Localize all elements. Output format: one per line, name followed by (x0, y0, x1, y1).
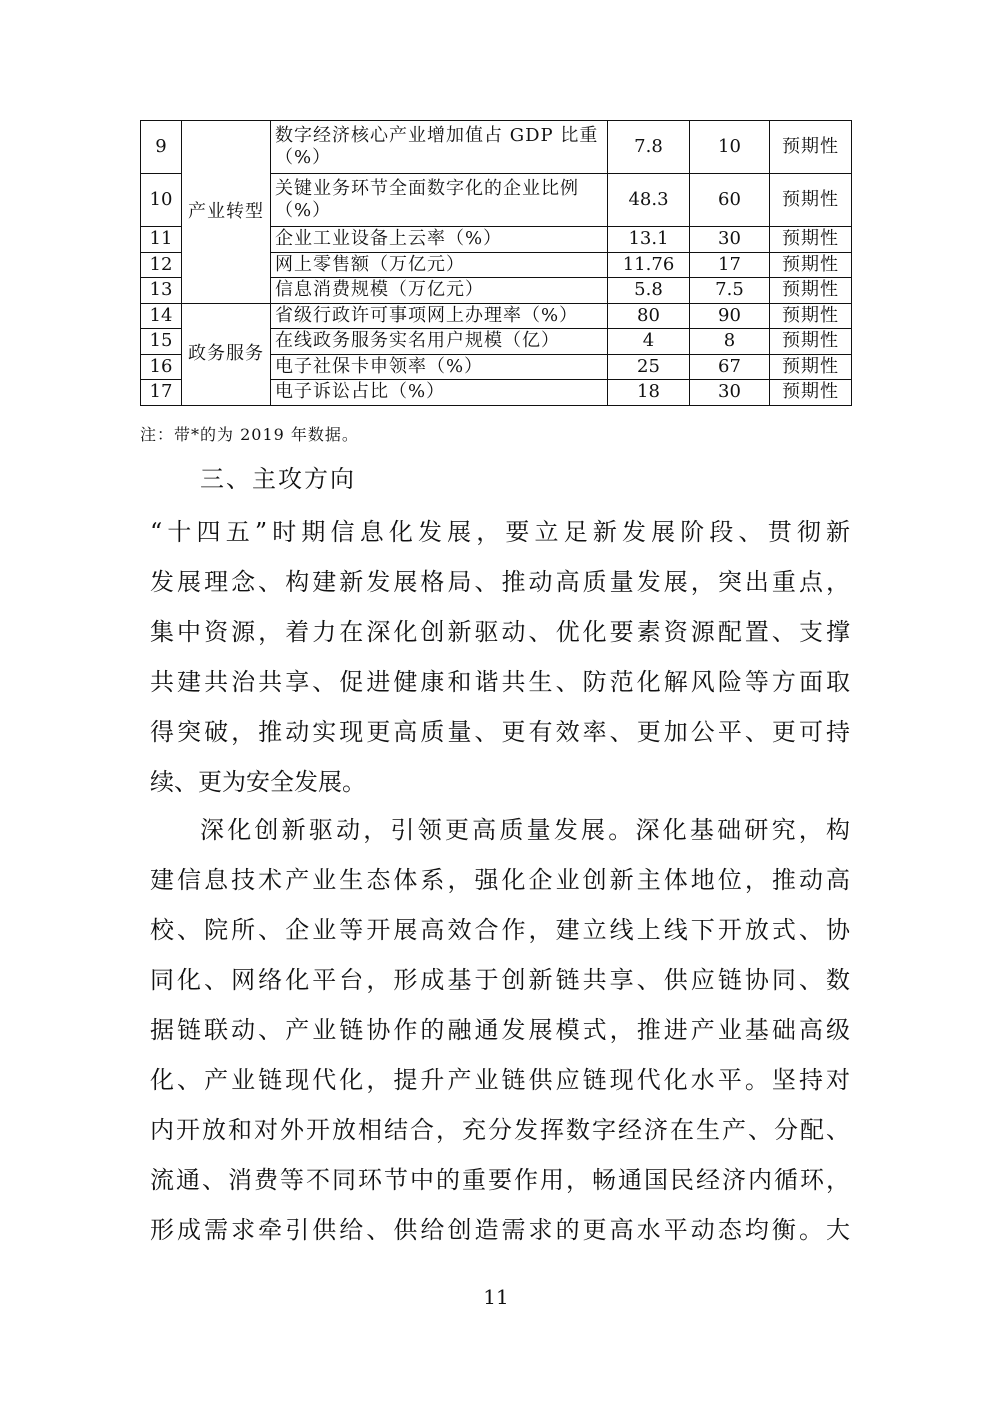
target-value: 60 (690, 174, 770, 227)
target-value: 67 (690, 354, 770, 380)
paragraph-line: 内开放和对外开放相结合，充分发挥数字经济在生产、分配、 (150, 1116, 850, 1144)
indicator-name: 信息消费规模（万亿元） (271, 278, 608, 304)
base-value: 5.8 (608, 278, 690, 304)
indicator-type: 预期性 (770, 354, 852, 380)
indicator-type: 预期性 (770, 227, 852, 253)
category-cell: 产业转型 (182, 121, 271, 304)
target-value: 30 (690, 227, 770, 253)
paragraph-line: 深化创新驱动，引领更高质量发展。深化基础研究，构 (200, 816, 850, 844)
indicator-type: 预期性 (770, 303, 852, 329)
base-value: 13.1 (608, 227, 690, 253)
indicator-table (140, 120, 852, 406)
row-number: 12 (141, 252, 182, 278)
indicator-type: 预期性 (770, 252, 852, 278)
target-value: 8 (690, 329, 770, 355)
indicator-name: 关键业务环节全面数字化的企业比例（%） (271, 174, 608, 227)
body-paragraph (150, 507, 850, 807)
base-value: 80 (608, 303, 690, 329)
paragraph-line: 得突破，推动实现更高质量、更有效率、更加公平、更可持 (150, 718, 850, 746)
paragraph-line: 校、院所、企业等开展高效合作，建立线上线下开放式、协 (150, 916, 850, 944)
indicator-name: 数字经济核心产业增加值占 GDP 比重（%） (271, 121, 608, 174)
paragraph-line: 流通、消费等不同环节中的重要作用，畅通国民经济内循环， (150, 1166, 850, 1194)
paragraph-line: 据链联动、产业链协作的融通发展模式，推进产业基础高级 (150, 1016, 850, 1044)
base-value: 4 (608, 329, 690, 355)
base-value: 25 (608, 354, 690, 380)
row-number: 14 (141, 303, 182, 329)
target-value: 17 (690, 252, 770, 278)
row-number: 16 (141, 354, 182, 380)
base-value: 7.8 (608, 121, 690, 174)
base-value: 48.3 (608, 174, 690, 227)
row-number: 9 (141, 121, 182, 174)
paragraph-line: 化、产业链现代化，提升产业链供应链现代化水平。坚持对 (150, 1066, 850, 1094)
paragraph-line: 集中资源，着力在深化创新驱动、优化要素资源配置、支撑 (150, 618, 850, 646)
row-number: 10 (141, 174, 182, 227)
category-cell: 政务服务 (182, 303, 271, 405)
table-row (141, 121, 852, 174)
row-number: 17 (141, 380, 182, 406)
indicator-type: 预期性 (770, 380, 852, 406)
row-number: 15 (141, 329, 182, 355)
indicator-type: 预期性 (770, 329, 852, 355)
indicator-type: 预期性 (770, 174, 852, 227)
base-value: 18 (608, 380, 690, 406)
base-value: 11.76 (608, 252, 690, 278)
table-note: 注：带*的为 2019 年数据。 (140, 425, 359, 444)
table-row (141, 303, 852, 329)
paragraph-line: 共建共治共享、促进健康和谐共生、防范化解风险等方面取 (150, 668, 850, 696)
target-value: 10 (690, 121, 770, 174)
indicator-name: 电子社保卡申领率（%） (271, 354, 608, 380)
target-value: 7.5 (690, 278, 770, 304)
indicator-type: 预期性 (770, 278, 852, 304)
paragraph-line: 同化、网络化平台，形成基于创新链共享、供应链协同、数 (150, 966, 850, 994)
target-value: 90 (690, 303, 770, 329)
indicator-name: 在线政务服务实名用户规模（亿） (271, 329, 608, 355)
indicator-type: 预期性 (770, 121, 852, 174)
body-paragraph (150, 805, 850, 1255)
paragraph-line: 建信息技术产业生态体系，强化企业创新主体地位，推动高 (150, 866, 850, 894)
row-number: 11 (141, 227, 182, 253)
indicator-name: 网上零售额（万亿元） (271, 252, 608, 278)
section-heading: 三、主攻方向 (200, 465, 356, 493)
paragraph-line: 形成需求牵引供给、供给创造需求的更高水平动态均衡。大 (150, 1216, 850, 1244)
paragraph-line: 发展理念、构建新发展格局、推动高质量发展，突出重点， (150, 568, 850, 596)
target-value: 30 (690, 380, 770, 406)
indicator-name: 省级行政许可事项网上办理率（%） (271, 303, 608, 329)
paragraph-line: “十四五”时期信息化发展，要立足新发展阶段、贯彻新 (150, 518, 850, 546)
indicator-name: 电子诉讼占比（%） (271, 380, 608, 406)
indicator-name: 企业工业设备上云率（%） (271, 227, 608, 253)
page-number: 11 (483, 1285, 509, 1309)
paragraph-line: 续、更为安全发展。 (150, 768, 366, 796)
row-number: 13 (141, 278, 182, 304)
